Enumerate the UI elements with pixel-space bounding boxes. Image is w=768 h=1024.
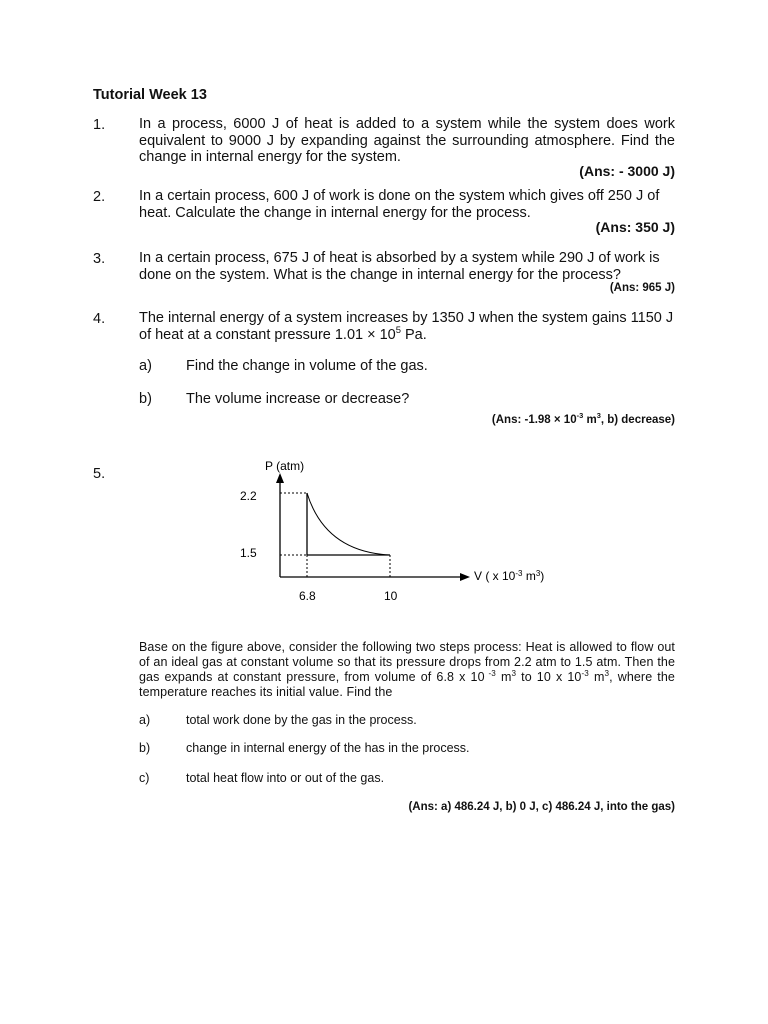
question-1-text: In a process, 6000 J of heat is added to a system while the system does work equivalent to 9000 J by expanding against the surrounding atmosphere. Find the change in internal energy for the system. [139,116,675,165]
question-1-answer: (Ans: - 3000 J) [579,163,675,179]
question-4a-label: a) [139,358,152,374]
x-tick-left: 6.8 [299,589,316,603]
x-axis-label: V ( x $10^{-3}$ $m^3$) [474,569,545,583]
question-5a-text: total work done by the gas in the process. [186,713,417,727]
question-4a-text: Find the change in volume of the gas. [186,358,428,374]
question-5b-label: b) [139,741,151,755]
question-2-number: 2. [93,189,106,205]
question-5c-label: c) [139,771,150,785]
question-4-number: 4. [93,311,106,327]
question-3-answer: (Ans: 965 J) [609,282,675,294]
question-5b-text: change in internal energy of the has in the process. [186,741,470,755]
question-4b-label: b) [139,391,152,407]
y-tick-high: 2.2 [240,489,257,503]
page-title: Tutorial Week 13 [93,87,207,103]
question-5-answer: (Ans: a) 486.24 J, b) 0 J, c) 486.24 J, into the gas) [408,801,675,813]
question-4-answer: (Ans: $-1.98 \times 10^{-3}$ $m^3$, b) decrease) [491,411,675,426]
question-5-text: Base on the figure above, consider the following two steps process: Heat is allowed to flow out of an ideal gas at constant volume so that its pressure drops from 2.2 atm to 1.5 atm. Then the gas expands at constant pressure, from volume of 6.8 x 10 $^{-3}$ $m^3$ to 10 x $10^{-3}$ $m^3$, where the temperature reaches its initial value. Find the [139,640,675,699]
x-axis-arrow [460,573,470,581]
question-2-answer: (Ans: 350 J) [595,219,675,235]
question-1-number: 1. [93,117,106,133]
question-3-text: In a certain process, 675 J of heat is absorbed by a system while 290 J of work is done on the system. What is the change in internal energy for the process? [139,250,660,283]
question-2-text: In a certain process, 600 J of work is done on the system which gives off 250 J of heat. Calculate the change in internal energy for the process. [139,188,660,221]
question-3-number: 3. [93,251,106,267]
x-tick-right: 10 [384,589,398,603]
pv-diagram [230,455,560,615]
question-4b-text: The volume increase or decrease? [186,391,410,407]
question-5-number: 5. [93,466,106,482]
isotherm-curve [307,493,390,555]
question-5c-text: total heat flow into or out of the gas. [186,771,385,785]
y-axis-arrow [276,473,284,483]
question-5a-label: a) [139,713,151,727]
question-4-text: The internal energy of a system increases by 1350 J when the system gains 1150 J of heat at a constant pressure $1.01 \times 10^5$ Pa. [139,310,674,343]
y-tick-low: 1.5 [240,546,257,560]
y-axis-label: P (atm) [265,459,305,473]
